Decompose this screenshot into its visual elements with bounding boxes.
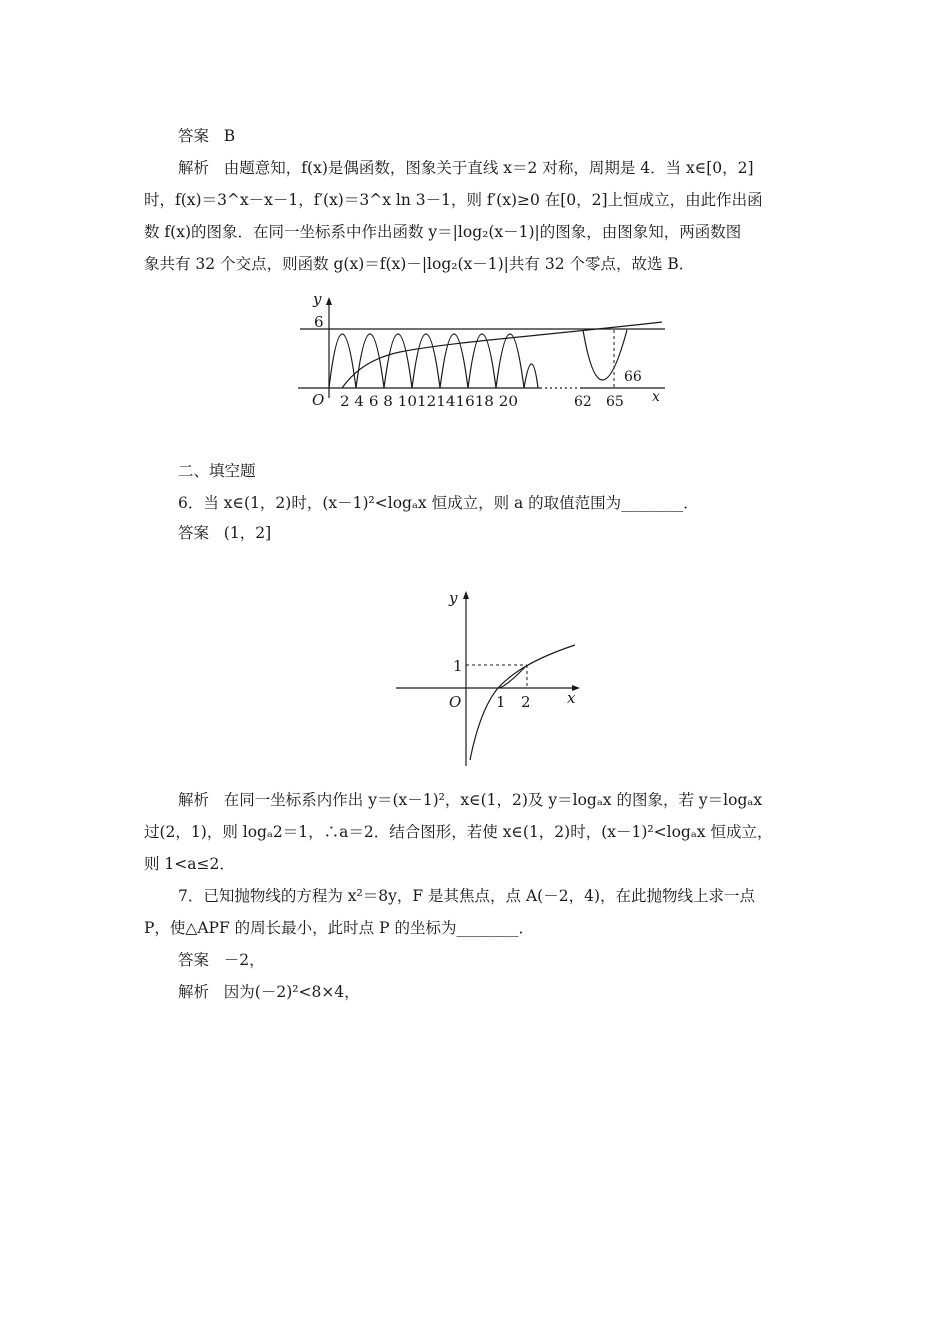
q5-answer-label: 答案 xyxy=(178,127,210,145)
q6-analysis-line-2: 过(2，1)，则 logₐ2＝1，∴a＝2．结合图形，若使 x∈(1，2)时，(x－1)²<logₐx 恒成立， xyxy=(144,823,773,841)
q5-x-ticks: 2 4 6 8 1012141618 20 xyxy=(340,394,518,410)
q5-answer xyxy=(178,126,235,146)
q5-origin: O xyxy=(312,391,325,409)
q6-analysis-label: 解析 xyxy=(178,791,210,809)
q5-periodic-curve-right xyxy=(583,330,627,380)
q7-answer-value: －2， xyxy=(223,951,265,969)
q5-figure xyxy=(290,285,680,410)
q6-number: 6． xyxy=(178,494,204,512)
q6-figure xyxy=(390,580,590,770)
q5-analysis-label: 解析 xyxy=(178,159,210,177)
q5-x-tick-62: 62 xyxy=(574,394,592,410)
q7-analysis xyxy=(178,982,360,1002)
q6-stem-text: 当 x∈(1，2)时，(x－1)²<logₐx 恒成立，则 a 的取值范围为________． xyxy=(203,494,699,512)
q5-y-label: y xyxy=(313,290,322,308)
q7-number: 7． xyxy=(178,887,204,905)
q7-analysis-text: 因为(－2)²<8×4， xyxy=(223,983,360,1001)
q7-answer xyxy=(178,950,265,970)
q6-analysis-text-1: 在同一坐标系内作出 y＝(x－1)²，x∈(1，2)及 y＝logₐx 的图象，若 y＝logₐx xyxy=(223,791,763,809)
q7-analysis-label: 解析 xyxy=(178,983,210,1001)
q5-x-tick-65: 65 xyxy=(606,394,624,410)
q6-answer-label: 答案 xyxy=(178,524,210,542)
q6-y-arrow xyxy=(463,591,469,599)
q7-stem-line-2: P，使△APF 的周长最小，此时点 P 的坐标为________． xyxy=(144,919,534,937)
q7-answer-label: 答案 xyxy=(178,951,210,969)
q6-answer-value: (1，2] xyxy=(223,524,272,542)
q5-analysis-line-2: 时，f(x)＝3^x－x－1，f′(x)＝3^x ln 3－1，则 f′(x)≥0 在[0，2]上恒成立，由此作出函 xyxy=(144,191,763,209)
q5-periodic-curve xyxy=(329,334,538,388)
q5-x-label: x xyxy=(652,389,660,405)
q7-stem-line-1 xyxy=(178,886,755,906)
q5-y-arrow xyxy=(326,297,332,305)
q6-y-label: y xyxy=(449,589,458,607)
q5-analysis-line-1 xyxy=(178,158,754,178)
q6-analysis-line-1 xyxy=(178,790,762,810)
q5-y-tick-6: 6 xyxy=(314,313,324,331)
section-title: 二、填空题 xyxy=(178,462,256,480)
q6-stem xyxy=(178,493,699,513)
q6-x-label: x xyxy=(567,689,576,707)
q5-analysis-line-3: 数 f(x)的图象．在同一坐标系中作出函数 y＝|log₂(x－1)|的图象，由图象知，两函数图 xyxy=(144,223,742,241)
q6-answer xyxy=(178,523,271,543)
q5-analysis-text-1: 由题意知，f(x)是偶函数，图象关于直线 x＝2 对称，周期是 4．当 x∈[0，2] xyxy=(223,159,754,177)
q5-annotation-66: 66 xyxy=(624,369,642,385)
q6-analysis-line-3: 则 1<a≤2． xyxy=(144,855,235,873)
q6-x-tick-2: 2 xyxy=(521,693,531,711)
q7-stem-text-1: 已知抛物线的方程为 x²＝8y，F 是其焦点，点 A(－2，4)，在此抛物线上求一点 xyxy=(203,887,755,905)
q5-analysis-line-4: 象共有 32 个交点，则函数 g(x)＝f(x)－|log₂(x－1)|共有 32 个零点，故选 B． xyxy=(144,255,695,273)
q5-answer-value: B xyxy=(223,127,236,145)
q6-x-tick-1: 1 xyxy=(496,693,506,711)
q6-origin: O xyxy=(449,693,462,711)
q6-y-tick-1: 1 xyxy=(453,657,463,675)
